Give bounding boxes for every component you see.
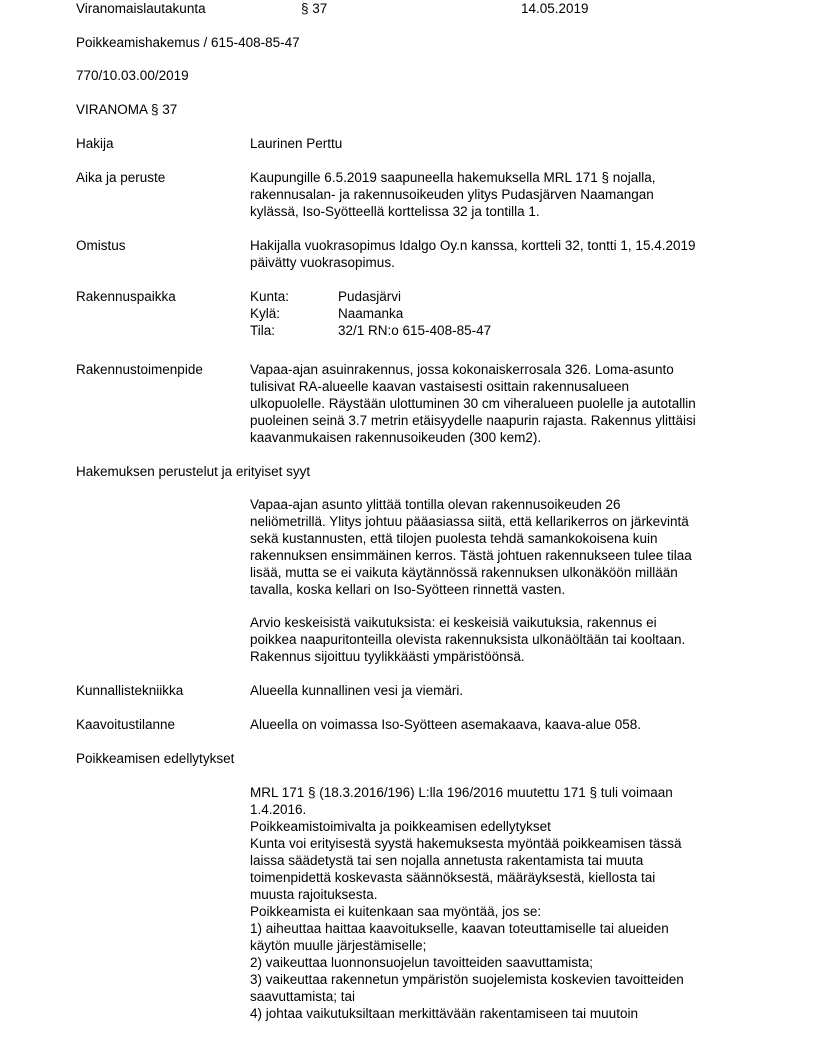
time-basis-text xyxy=(250,169,750,220)
case-title: Poikkeamishakemus / 615-408-85-47 xyxy=(76,35,300,50)
ownership-label: Omistus xyxy=(76,238,126,253)
text-line: 2) vaikeuttaa luonnonsuojelun tavoitteiden saavuttamista; xyxy=(250,955,593,970)
action-label: Rakennustoimenpide xyxy=(76,362,203,377)
site-municipality-value: Pudasjärvi xyxy=(338,289,402,304)
site-estate-key: Tila: xyxy=(250,323,276,338)
text-line: Poikkeamistoimivalta ja poikkeamisen edellytykset xyxy=(250,819,551,834)
site-municipality-key: Kunta: xyxy=(250,289,290,304)
conditions-text xyxy=(250,784,750,1022)
text-line: tulisivat RA-alueelle kaavan vastaisesti osittain rakennusalueen xyxy=(250,379,629,394)
grounds-paragraph-2 xyxy=(250,614,750,665)
municipal-tech-value: Alueella kunnallinen vesi ja viemäri. xyxy=(250,683,464,698)
text-line: ulkopuolelle. Räystään ulottuminen 30 cm viheralueen puolelle ja autotallin xyxy=(250,396,696,411)
meeting-date: 14.05.2019 xyxy=(521,1,589,16)
ownership-text xyxy=(250,237,750,271)
section-number: § 37 xyxy=(301,1,328,16)
site-village-value: Naamanka xyxy=(338,306,404,321)
action-text xyxy=(250,361,750,446)
text-line: 3) vaikeuttaa rakennetun ympäristön suojelemista koskevien tavoitteiden xyxy=(250,972,684,987)
text-line: poikkea naapuritonteilla olevista rakennuksista ulkonäöltään tai kooltaan. xyxy=(250,632,686,647)
text-line: puoleinen seinä 3.7 metrin etäisyydelle naapurin rajasta. Rakennus ylittäisi xyxy=(250,413,696,428)
authority-section: VIRANOMA § 37 xyxy=(76,102,178,117)
zoning-value: Alueella on voimassa Iso-Syötteen asemakaava, kaava-alue 058. xyxy=(250,717,641,732)
grounds-label: Hakemuksen perustelut ja erityiset syyt xyxy=(76,464,311,479)
text-line: päivätty vuokrasopimus. xyxy=(250,255,395,270)
text-line: saavuttamista; tai xyxy=(250,989,356,1004)
text-line: kaavanmukaisen rakennusoikeuden (300 kem2). xyxy=(250,430,542,445)
site-estate-value: 32/1 RN:o 615-408-85-47 xyxy=(338,323,492,338)
text-line: sekä kustannusten, että tilojen puolesta tehdä samankokoisena kuin xyxy=(250,531,658,546)
text-line: rakennuksen ensimmäinen kerros. Tästä johtuen rakennukseen tulee tilaa xyxy=(250,548,692,563)
text-line: Vapaa-ajan asuinrakennus, jossa kokonaiskerrosala 326. Loma-asunto xyxy=(250,362,674,377)
text-line: Kaupungille 6.5.2019 saapuneella hakemuksella MRL 171 § nojalla, xyxy=(250,170,656,185)
board-name: Viranomaislautakunta xyxy=(76,1,206,16)
text-line: toimenpidettä koskevasta säännöksestä, määräyksestä, kiellosta tai xyxy=(250,870,656,885)
text-line: Poikkeamista ei kuitenkaan saa myöntää, jos se: xyxy=(250,904,542,919)
text-line: kylässä, Iso-Syötteellä korttelissa 32 ja tontilla 1. xyxy=(250,204,540,219)
applicant-label: Hakija xyxy=(76,136,114,151)
text-line: Kunta voi erityisestä syystä hakemuksesta myöntää poikkeamisen tässä xyxy=(250,836,682,851)
text-line: Rakennus sijoittuu tyylikkäästi ympäristöönsä. xyxy=(250,649,525,664)
text-line: Arvio keskeisistä vaikutuksista: ei keskeisiä vaikutuksia, rakennus ei xyxy=(250,615,657,630)
zoning-label: Kaavoitustilanne xyxy=(76,717,176,732)
text-line: rakennusalan- ja rakennusoikeuden ylitys Pudasjärven Naamangan xyxy=(250,187,654,202)
text-line: tavalla, koska kellari on Iso-Syötteen rinnettä vasten. xyxy=(250,582,566,597)
text-line: Vapaa-ajan asunto ylittää tontilla olevan rakennusoikeuden 26 xyxy=(250,497,621,512)
text-line: lisää, mutta se ei vaikuta käytännössä rakennuksen ulkonäköön millään xyxy=(250,565,678,580)
site-village-key: Kylä: xyxy=(250,306,281,321)
text-line: laissa säädetystä tai sen nojalla annetusta rakentamista tai muuta xyxy=(250,853,644,868)
text-line: Hakijalla vuokrasopimus Idalgo Oy.n kanssa, kortteli 32, tontti 1, 15.4.2019 xyxy=(250,238,696,253)
grounds-paragraph-1 xyxy=(250,496,750,598)
text-line: 4) johtaa vaikutuksiltaan merkittävään rakentamiseen tai muutoin xyxy=(250,1006,638,1021)
municipal-tech-label: Kunnallistekniikka xyxy=(76,683,184,698)
time-basis-label: Aika ja peruste xyxy=(76,170,166,185)
conditions-label: Poikkeamisen edellytykset xyxy=(76,751,235,766)
applicant-value: Laurinen Perttu xyxy=(250,136,343,151)
text-line: käytön muulle järjestämiselle; xyxy=(250,938,427,953)
record-number: 770/10.03.00/2019 xyxy=(76,68,189,83)
site-label: Rakennuspaikka xyxy=(76,289,176,304)
text-line: neliömetrillä. Ylitys johtuu pääasiassa siitä, että kellarikerros on järkevintä xyxy=(250,514,689,529)
text-line: 1.4.2016. xyxy=(250,802,307,817)
text-line: 1) aiheuttaa haittaa kaavoitukselle, kaavan toteuttamiselle tai alueiden xyxy=(250,921,669,936)
text-line: muusta rajoituksesta. xyxy=(250,887,378,902)
text-line: MRL 171 § (18.3.2016/196) L:lla 196/2016 muutettu 171 § tuli voimaan xyxy=(250,785,673,800)
